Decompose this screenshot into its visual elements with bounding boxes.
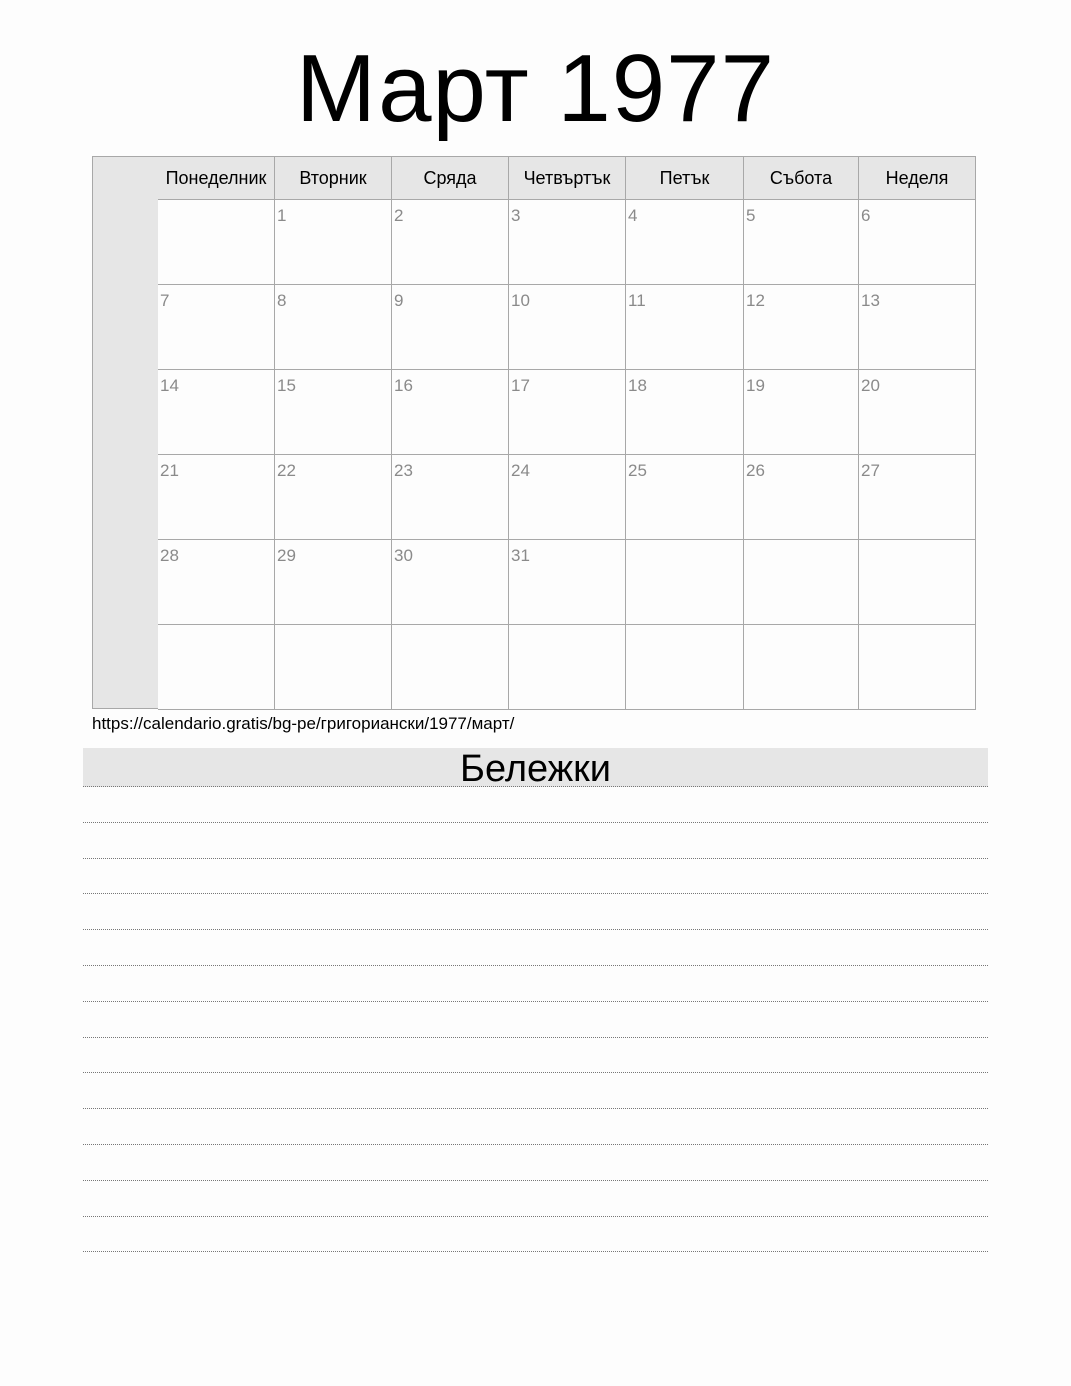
- notes-line: [83, 1144, 988, 1145]
- weekday-header: Петък: [626, 157, 744, 200]
- day-number: 8: [277, 291, 287, 310]
- notes-line: [83, 893, 988, 894]
- notes-line: [83, 822, 988, 823]
- page-title: Март 1977: [296, 35, 775, 142]
- weekday-header: Понеделник: [158, 157, 275, 200]
- day-cell[interactable]: [158, 540, 275, 625]
- day-number: 7: [160, 291, 170, 310]
- day-cell[interactable]: [392, 540, 509, 625]
- notes-line: [83, 1108, 988, 1109]
- day-number: 13: [861, 291, 880, 310]
- day-number: 16: [394, 376, 413, 395]
- weekday-header: Неделя: [859, 157, 976, 200]
- notes-line: [83, 965, 988, 966]
- notes-line: [83, 858, 988, 859]
- weekday-header: Сряда: [392, 157, 509, 200]
- day-cell[interactable]: [509, 540, 626, 625]
- notes-line: [83, 1180, 988, 1181]
- notes-line: [83, 1072, 988, 1073]
- notes-line: [83, 1216, 988, 1217]
- day-cell[interactable]: [275, 370, 392, 455]
- day-cell[interactable]: [744, 540, 859, 625]
- day-number: 22: [277, 461, 296, 480]
- day-cell[interactable]: [392, 625, 509, 710]
- day-number: 28: [160, 546, 179, 565]
- day-cell[interactable]: [859, 455, 976, 540]
- week-number-column: [93, 157, 159, 708]
- day-number: 6: [861, 206, 871, 225]
- day-cell[interactable]: [626, 200, 744, 285]
- day-number: 27: [861, 461, 880, 480]
- day-cell[interactable]: [392, 455, 509, 540]
- day-cell[interactable]: [859, 285, 976, 370]
- day-number: 11: [628, 291, 646, 310]
- day-cell[interactable]: [626, 285, 744, 370]
- day-cell[interactable]: [509, 370, 626, 455]
- day-cell[interactable]: [158, 455, 275, 540]
- day-number: 19: [746, 376, 765, 395]
- day-cell[interactable]: [509, 200, 626, 285]
- day-number: 31: [511, 546, 530, 565]
- day-cell[interactable]: [744, 455, 859, 540]
- notes-line: [83, 1037, 988, 1038]
- day-cell[interactable]: [744, 285, 859, 370]
- day-cell[interactable]: [626, 625, 744, 710]
- day-cell[interactable]: [859, 540, 976, 625]
- day-number: 9: [394, 291, 404, 310]
- day-cell[interactable]: [392, 285, 509, 370]
- day-number: 30: [394, 546, 413, 565]
- day-cell[interactable]: [392, 200, 509, 285]
- weekday-header: Събота: [744, 157, 859, 200]
- day-cell[interactable]: [509, 625, 626, 710]
- day-cell[interactable]: [275, 625, 392, 710]
- day-number: 12: [746, 291, 765, 310]
- day-cell[interactable]: [158, 285, 275, 370]
- weekday-header: Четвъртък: [509, 157, 626, 200]
- day-number: 17: [511, 376, 530, 395]
- day-number: 5: [746, 206, 756, 225]
- weekday-header: Вторник: [275, 157, 392, 200]
- day-cell[interactable]: [859, 625, 976, 710]
- day-number: 18: [628, 376, 647, 395]
- day-number: 4: [628, 206, 638, 225]
- day-cell[interactable]: [744, 370, 859, 455]
- notes-line: [83, 929, 988, 930]
- day-cell[interactable]: [275, 540, 392, 625]
- day-number: 29: [277, 546, 296, 565]
- day-cell[interactable]: [626, 540, 744, 625]
- day-number: 26: [746, 461, 765, 480]
- day-cell[interactable]: [275, 200, 392, 285]
- day-number: 15: [277, 376, 296, 395]
- calendar-grid: [92, 156, 976, 709]
- notes-title: Бележки: [83, 748, 988, 787]
- day-number: 1: [277, 206, 287, 225]
- day-cell[interactable]: [392, 370, 509, 455]
- day-cell[interactable]: [509, 455, 626, 540]
- day-number: 20: [861, 376, 880, 395]
- day-cell[interactable]: [626, 455, 744, 540]
- day-cell[interactable]: [859, 370, 976, 455]
- source-url[interactable]: https://calendario.gratis/bg-pe/григориански/1977/март/: [92, 714, 515, 733]
- day-number: 25: [628, 461, 647, 480]
- day-number: 2: [394, 206, 404, 225]
- notes-line: [83, 1001, 988, 1002]
- day-cell[interactable]: [859, 200, 976, 285]
- day-cell[interactable]: [158, 625, 275, 710]
- day-cell[interactable]: [626, 370, 744, 455]
- day-number: 24: [511, 461, 530, 480]
- day-number: 23: [394, 461, 413, 480]
- day-number: 21: [160, 461, 179, 480]
- day-cell[interactable]: [744, 625, 859, 710]
- day-cell[interactable]: [158, 370, 275, 455]
- day-cell[interactable]: [275, 285, 392, 370]
- day-number: 10: [511, 291, 530, 310]
- day-number: 3: [511, 206, 521, 225]
- day-cell[interactable]: [158, 200, 275, 285]
- notes-line: [83, 1251, 988, 1252]
- day-cell[interactable]: [744, 200, 859, 285]
- day-cell[interactable]: [509, 285, 626, 370]
- day-cell[interactable]: [275, 455, 392, 540]
- day-number: 14: [160, 376, 179, 395]
